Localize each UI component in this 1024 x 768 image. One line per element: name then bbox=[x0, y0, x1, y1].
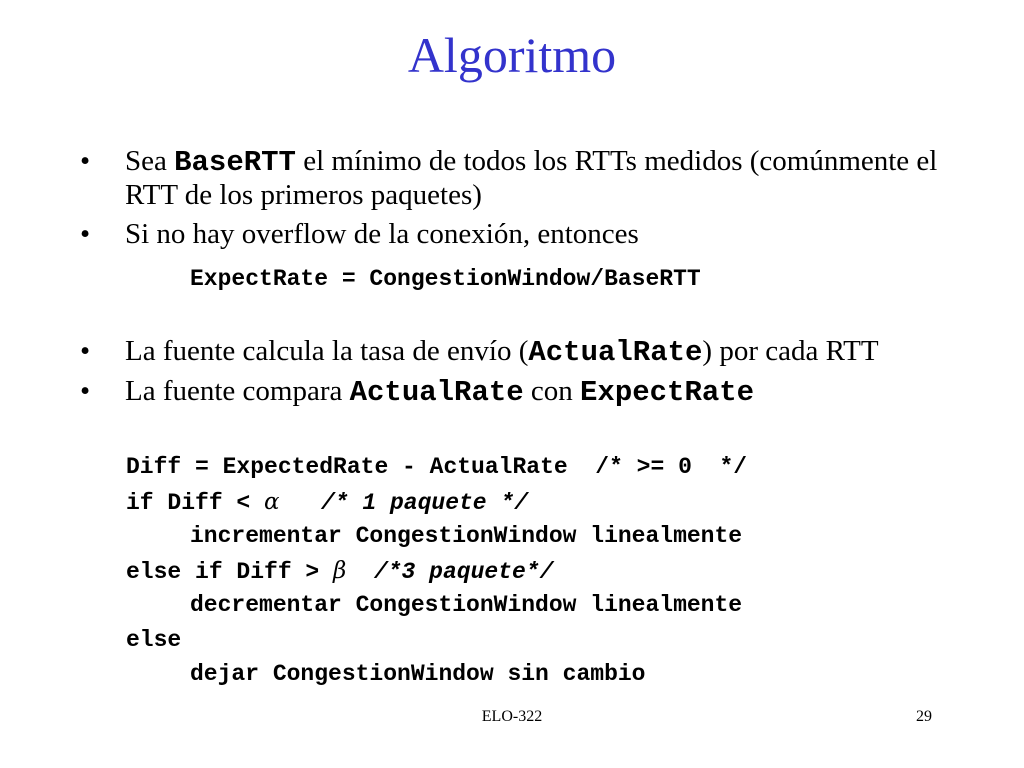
code-term: ActualRate bbox=[349, 376, 524, 409]
code-line-decrement: decrementar CongestionWindow linealmente bbox=[190, 592, 743, 618]
bullet-marker: • bbox=[80, 145, 91, 177]
code-line-diff: Diff = ExpectedRate - ActualRate /* >= 0 */ bbox=[126, 454, 748, 480]
alpha-symbol: α bbox=[264, 488, 280, 515]
bullet-marker: • bbox=[80, 375, 91, 407]
code-block bbox=[126, 450, 747, 692]
code-if-prefix: if Diff < bbox=[126, 489, 265, 516]
bullet-text: el mínimo de todos los RTTs medidos (comúnmente el RTT de los primeros paquetes) bbox=[125, 145, 938, 211]
code-line-if bbox=[126, 485, 747, 520]
bullet-text: Sea bbox=[125, 145, 175, 177]
beta-symbol: β bbox=[333, 557, 347, 584]
page-title: Algoritmo bbox=[407, 27, 617, 83]
code-if-comment: /* 1 paquete */ bbox=[279, 489, 529, 516]
code-line-else: else bbox=[126, 626, 182, 653]
code-term: BaseRTT bbox=[174, 146, 296, 179]
code-line-elseif bbox=[126, 554, 747, 589]
code-term: ActualRate bbox=[528, 336, 703, 369]
code-elseif-prefix: else if Diff > bbox=[126, 558, 334, 585]
bullet-text: con bbox=[523, 375, 581, 407]
code-line-increment: incrementar CongestionWindow linealmente bbox=[190, 523, 743, 549]
code-term: ExpectRate bbox=[580, 376, 755, 409]
bullet-item bbox=[80, 335, 980, 369]
bullet-item bbox=[80, 145, 980, 212]
bullet-item bbox=[80, 375, 980, 409]
bullet-marker: • bbox=[80, 335, 91, 367]
code-line-keep: dejar CongestionWindow sin cambio bbox=[190, 661, 646, 687]
bullet-text: La fuente compara bbox=[125, 375, 350, 407]
bullet-text: La fuente calcula la tasa de envío ( bbox=[125, 335, 529, 367]
bullet-text: Si no hay overflow de la conexión, entonces bbox=[125, 218, 639, 250]
footer-label: ELO-322 bbox=[481, 708, 543, 725]
bullet-item bbox=[80, 218, 980, 251]
bullet-marker: • bbox=[80, 218, 91, 250]
equation: ExpectRate = CongestionWindow/BaseRTT bbox=[190, 266, 701, 292]
bullet-text: ) por cada RTT bbox=[702, 335, 879, 367]
code-elseif-comment: /*3 paquete*/ bbox=[346, 558, 554, 585]
page-number: 29 bbox=[916, 708, 932, 725]
